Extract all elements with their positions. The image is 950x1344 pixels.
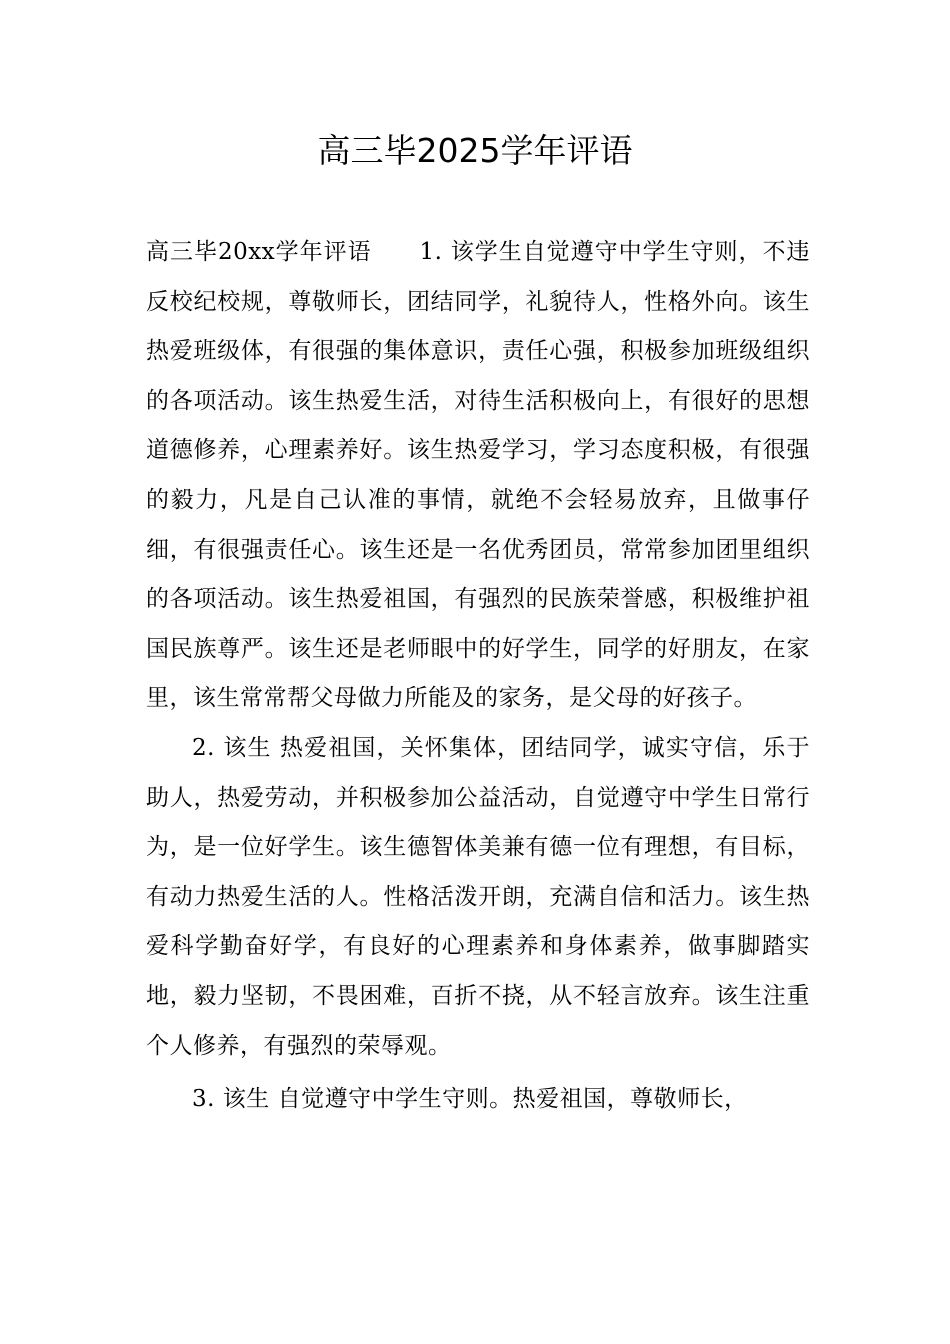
paragraph-3: 3. 该生 自觉遵守中学生守则。热爱祖国，尊敬师长， <box>192 1086 748 1113</box>
document-body <box>146 228 810 1125</box>
document-title: 高三毕2025学年评语 <box>317 131 633 170</box>
paragraph-2: 2. 该生 热爱祖国，关怀集体，团结同学，诚实守信，乐于助人，热爱劳动，并积极参加公益活动，自觉遵守中学生日常行为，是一位好学生。该生德智体美兼有德一位有理想，有目标，有动力热爱生活的人。性格活泼开朗，充满自信和活力。该生热爱科学勤奋好学，有良好的心理素养和身体素养，做事脚踏实地，毅力坚韧，不畏困难，百折不挠，从不轻言放弃。该生注重个人修养，有强烈的荣辱观。 <box>146 734 810 1059</box>
paragraph-1: 高三毕20xx学年评语 1. 该学生自觉遵守中学生守则，不违反校纪校规，尊敬师长，团结同学，礼貌待人，性格外向。该生热爱班级体，有很强的集体意识，责任心强，积极参加班级组织的各项活动。该生热爱生活，对待生活积极向上，有很好的思想道德修养，心理素养好。该生热爱学习，学习态度积极，有很强的毅力，凡是自己认准的事情，就绝不会轻易放弃，且做事仔细，有很强责任心。该生还是一名优秀团员，常常参加团里组织的各项活动。该生热爱祖国，有强烈的民族荣誉感，积极维护祖国民族尊严。该生还是老师眼中的好学生，同学的好朋友，在家里，该生常常帮父母做力所能及的家务，是父母的好孩子。 <box>146 239 810 712</box>
